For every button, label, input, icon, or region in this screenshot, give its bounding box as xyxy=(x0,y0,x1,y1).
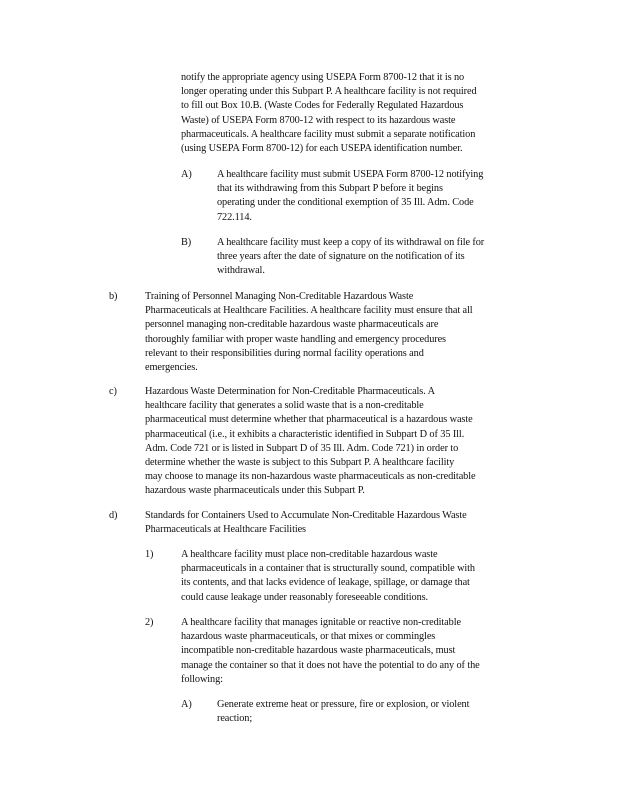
item-label: B) xyxy=(181,237,192,248)
text-line: (using USEPA Form 8700-12) for each USEPA identification number. xyxy=(181,143,463,155)
text-line: Adm. Code 721 or is listed in Subpart D of 35 Ill. Adm. Code 721) in order to xyxy=(145,442,459,454)
text-line: pharmaceuticals. A healthcare facility must submit a separate notification xyxy=(181,128,476,140)
text-line: may choose to manage its non-hazardous waste pharmaceuticals as non-creditable xyxy=(145,471,476,483)
text-line: thoroughly familiar with proper waste handling and emergency procedures xyxy=(145,333,446,345)
text-line: three years after the date of signature on the notification of its xyxy=(217,251,465,263)
list-item-text xyxy=(217,236,539,279)
text-line: manage the container so that it does not have the potential to do any of the xyxy=(181,659,480,671)
item-label: 2) xyxy=(145,617,154,628)
section-label: c) xyxy=(109,386,117,397)
text-line: pharmaceutical (i.e., it exhibits a characteristic identified in Subpart D of 35 Ill. xyxy=(145,428,465,440)
section-text xyxy=(145,509,535,537)
list-item-text xyxy=(217,168,535,225)
text-line: healthcare facility that generates a solid waste that is a non-creditable xyxy=(145,400,424,412)
text-line: pharmaceuticals in a container that is structurally sound, compatible with xyxy=(181,563,475,575)
text-line: following: xyxy=(181,673,223,685)
text-line: hazardous waste pharmaceuticals under this Subpart P. xyxy=(145,485,365,497)
section-label: b) xyxy=(109,291,118,302)
text-line: A healthcare facility must submit USEPA Form 8700-12 notifying xyxy=(217,169,484,180)
text-line: A healthcare facility that manages ignitable or reactive non-creditable xyxy=(181,617,461,628)
text-line: A healthcare facility must keep a copy of its withdrawal on file for xyxy=(217,237,485,248)
text-line: operating under the conditional exemption of 35 Ill. Adm. Code xyxy=(217,197,474,209)
section-text xyxy=(145,290,535,375)
text-line: Waste) of USEPA Form 8700-12 with respect to its hazardous waste xyxy=(181,114,456,126)
text-line: could cause leakage under reasonably foreseeable conditions. xyxy=(181,591,429,603)
text-line: incompatible non-creditable hazardous waste pharmaceuticals, must xyxy=(181,645,456,657)
text-line: Pharmaceuticals at Healthcare Facilities. A healthcare facility must ensure that all xyxy=(145,305,473,317)
text-line: that its withdrawing from this Subpart P before it begins xyxy=(217,183,443,195)
text-line: hazardous waste pharmaceuticals, or that mixes or commingles xyxy=(181,631,436,643)
section-label: d) xyxy=(109,510,118,521)
text-line: reaction; xyxy=(217,713,253,725)
text-line: A healthcare facility must place non-creditable hazardous waste xyxy=(181,549,438,560)
text-line: Training of Personnel Managing Non-Creditable Hazardous Waste xyxy=(145,291,414,302)
text-line: determine whether the waste is subject to this Subpart P. A healthcare facility xyxy=(145,457,455,469)
text-line: Hazardous Waste Determination for Non-Creditable Pharmaceuticals. A xyxy=(145,386,435,397)
item-label: A) xyxy=(181,169,192,180)
text-line: relevant to their responsibilities during normal facility operations and xyxy=(145,347,424,359)
item-label: 1) xyxy=(145,549,154,560)
list-item-text xyxy=(217,698,513,726)
text-line: Generate extreme heat or pressure, fire or explosion, or violent xyxy=(217,699,470,710)
text-line: pharmaceutical must determine whether that pharmaceutical is a hazardous waste xyxy=(145,414,473,426)
text-line: notify the appropriate agency using USEPA Form 8700-12 that it is no xyxy=(181,72,465,83)
text-line: personnel managing non-creditable hazardous waste pharmaceuticals are xyxy=(145,319,439,331)
text-line: longer operating under this Subpart P. A healthcare facility is not required xyxy=(181,86,477,98)
text-line: to fill out Box 10.B. (Waste Codes for Federally Regulated Hazardous xyxy=(181,100,464,112)
text-line: Pharmaceuticals at Healthcare Facilities xyxy=(145,524,306,536)
text-line: 722.114. xyxy=(217,211,252,223)
item-label: A) xyxy=(181,699,192,710)
text-line: its contents, and that lacks evidence of leakage, spillage, or damage that xyxy=(181,577,470,589)
intro-paragraph xyxy=(181,71,537,156)
text-line: emergencies. xyxy=(145,362,198,374)
text-line: Standards for Containers Used to Accumulate Non-Creditable Hazardous Waste xyxy=(145,510,467,521)
text-line: withdrawal. xyxy=(217,265,265,277)
list-item-text xyxy=(181,548,533,605)
list-item-text xyxy=(181,616,539,687)
section-text xyxy=(145,385,535,499)
